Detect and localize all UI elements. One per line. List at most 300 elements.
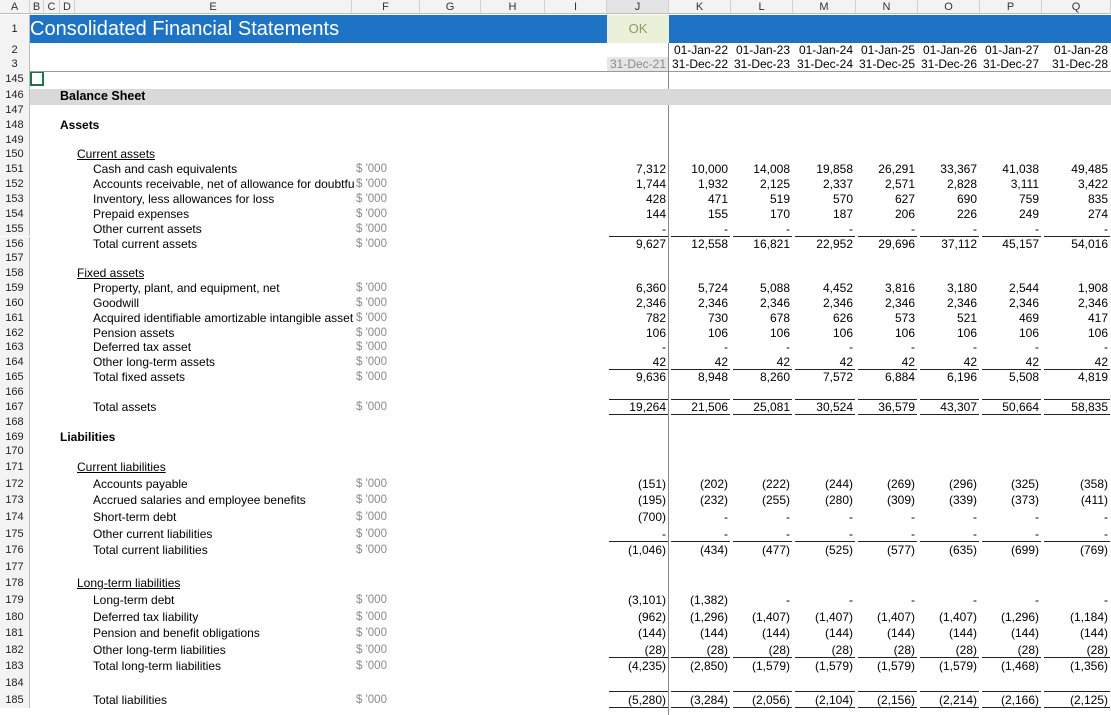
value-cell[interactable]: (434) [699,543,728,558]
value-cell[interactable]: 42 [901,355,915,370]
value-cell[interactable]: 106 [645,325,666,340]
value-cell[interactable]: 249 [1018,206,1039,221]
total-top-border [795,369,855,370]
value-cell[interactable]: 22,952 [816,236,853,251]
value-cell[interactable]: 4,819 [1077,370,1108,385]
value-cell[interactable]: 2,544 [1008,281,1039,296]
value-cell[interactable]: (411) [1080,493,1108,508]
value-cell[interactable]: - [786,593,790,608]
column-header-e[interactable]: E [75,0,352,14]
value-cell[interactable]: (1,579) [814,659,853,674]
value-cell[interactable]: (1,407) [876,609,915,624]
ok-status-badge[interactable]: OK [607,15,669,43]
line-item-label[interactable]: Total fixed assets [93,370,186,385]
value-cell[interactable]: (1,579) [876,659,915,674]
value-cell[interactable]: (339) [948,493,977,508]
value-cell[interactable]: 42 [776,355,790,370]
value-cell[interactable]: (28) [1086,642,1108,657]
value-cell[interactable]: 6,196 [946,370,977,385]
row-header[interactable]: 157 [0,251,30,266]
value-cell[interactable]: 2,346 [1077,295,1108,310]
value-cell[interactable]: 417 [1087,310,1108,325]
column-header-n[interactable]: N [856,0,918,14]
row-header[interactable]: 147 [0,103,30,118]
value-cell[interactable]: - [1035,593,1039,608]
sheet-title: Consolidated Financial Statements [30,18,340,40]
value-cell[interactable]: 4,452 [822,281,853,296]
value-cell[interactable]: (280) [824,493,853,508]
value-cell[interactable]: 2,125 [759,177,790,192]
value-cell[interactable]: 690 [956,191,977,206]
value-cell[interactable]: 2,346 [946,295,977,310]
value-cell[interactable]: - [911,340,915,355]
value-cell[interactable]: 5,508 [1008,370,1039,385]
value-cell[interactable]: (202) [699,476,728,491]
value-cell[interactable]: - [1104,221,1108,236]
value-cell[interactable]: - [911,221,915,236]
value-cell[interactable]: 226 [956,206,977,221]
value-cell[interactable]: 471 [707,191,728,206]
value-cell[interactable]: (1,184) [1069,609,1108,624]
value-cell[interactable]: (3,284) [689,692,728,707]
value-cell[interactable]: (699) [1010,543,1039,558]
line-item-label[interactable]: Pension assets [93,325,175,340]
value-cell[interactable]: (144) [637,626,666,641]
row-header[interactable]: 178 [0,575,30,592]
row-header[interactable]: 153 [0,192,30,207]
value-cell[interactable]: (309) [886,493,915,508]
selected-cell[interactable] [30,71,44,86]
value-cell[interactable]: 521 [956,310,977,325]
subgroup-heading: Long-term liabilities [77,576,181,591]
column-header-k[interactable]: K [669,0,731,14]
value-cell[interactable]: (1,468) [1000,659,1039,674]
row-header[interactable]: 161 [0,311,30,326]
row-header[interactable]: 165 [0,370,30,385]
value-cell[interactable]: (255) [761,493,790,508]
line-item-label[interactable]: Total liabilities [93,692,168,707]
value-cell[interactable]: - [973,510,977,525]
column-header-m[interactable]: M [793,0,856,14]
line-item-label[interactable]: Deferred tax asset [93,340,192,355]
value-cell[interactable]: 573 [894,310,915,325]
column-header-l[interactable]: L [731,0,793,14]
row-header[interactable]: 159 [0,281,30,296]
value-cell[interactable]: (1,407) [938,609,977,624]
value-cell[interactable]: - [1104,510,1108,525]
value-cell[interactable]: - [849,593,853,608]
value-cell[interactable]: 106 [832,325,853,340]
value-cell[interactable]: - [1035,221,1039,236]
value-cell[interactable]: (373) [1010,493,1039,508]
value-cell[interactable]: 5,088 [759,281,790,296]
row-header[interactable]: 168 [0,415,30,430]
row-header[interactable]: 151 [0,162,30,177]
value-cell[interactable]: (325) [1010,476,1039,491]
row-header[interactable]: 173 [0,492,30,509]
value-cell[interactable]: - [662,340,666,355]
row-header[interactable]: 163 [0,340,30,355]
value-cell[interactable]: (1,296) [1000,609,1039,624]
value-cell[interactable]: - [786,221,790,236]
value-cell[interactable]: 3,111 [1010,177,1039,192]
value-cell[interactable]: 37,112 [941,236,977,251]
value-cell[interactable]: (2,156) [876,692,915,707]
row-header[interactable]: 148 [0,118,30,133]
row-header[interactable]: 180 [0,609,30,626]
row-header[interactable]: 167 [0,400,30,415]
value-cell[interactable]: 2,346 [635,295,666,310]
row-header[interactable]: 185 [0,692,30,709]
value-cell[interactable]: 41,038 [1002,162,1039,177]
value-cell[interactable]: 42 [1025,355,1039,370]
value-cell[interactable]: (2,056) [751,692,790,707]
value-cell[interactable]: - [662,221,666,236]
value-cell[interactable]: (269) [886,476,915,491]
value-cell[interactable]: (28) [831,642,853,657]
column-header-f[interactable]: F [352,0,420,14]
value-cell[interactable]: (1,579) [938,659,977,674]
value-cell[interactable]: - [724,221,728,236]
value-cell[interactable]: 106 [1018,325,1039,340]
value-cell[interactable]: 12,558 [691,236,728,251]
column-header-b[interactable]: B [30,0,44,14]
row-header[interactable]: 1 [0,15,30,43]
value-cell[interactable]: (700) [637,510,666,525]
value-cell[interactable]: 730 [707,310,728,325]
value-cell[interactable]: 7,312 [635,162,666,177]
value-cell[interactable]: 16,821 [753,236,790,251]
value-cell[interactable]: 6,884 [884,370,915,385]
value-cell[interactable]: 1,744 [635,177,666,192]
value-cell[interactable]: 187 [832,206,853,221]
line-item-label[interactable]: Long-term debt [93,593,175,608]
value-cell[interactable]: 2,346 [822,295,853,310]
value-cell[interactable]: (244) [824,476,853,491]
value-cell[interactable]: 49,485 [1071,162,1108,177]
value-cell[interactable]: 2,346 [697,295,728,310]
value-cell[interactable]: - [786,340,790,355]
value-cell[interactable]: (2,850) [689,659,728,674]
column-header-a[interactable]: A [0,0,30,14]
column-header-h[interactable]: H [481,0,545,14]
value-cell[interactable]: 570 [832,191,853,206]
value-cell[interactable]: - [662,526,666,541]
value-cell[interactable]: 14,008 [753,162,790,177]
row-header[interactable]: 146 [0,88,30,103]
value-cell[interactable]: (144) [886,626,915,641]
value-cell[interactable]: 2,346 [1008,295,1039,310]
value-cell[interactable]: (144) [1010,626,1039,641]
row-header[interactable]: 183 [0,658,30,675]
row-header[interactable]: 174 [0,509,30,526]
value-cell[interactable]: 106 [956,325,977,340]
value-cell[interactable]: 759 [1018,191,1039,206]
line-item-label[interactable]: Accounts receivable, net of allowance for doubtfu [93,177,355,192]
value-cell[interactable]: (28) [955,642,977,657]
value-cell[interactable]: (1,356) [1069,659,1108,674]
value-cell[interactable]: 2,571 [884,177,915,192]
value-cell[interactable]: 58,835 [1071,399,1108,414]
line-item-label[interactable]: Prepaid expenses [93,206,190,221]
column-header-p[interactable]: P [980,0,1042,14]
line-item-label[interactable]: Acquired identifiable amortizable intangible asset [93,310,354,325]
line-item-label[interactable]: Total current assets [93,236,198,251]
value-cell[interactable]: 106 [1087,325,1108,340]
value-cell[interactable]: 2,828 [946,177,977,192]
value-cell[interactable]: 626 [832,310,853,325]
value-cell[interactable]: (2,166) [1000,692,1039,707]
row-header[interactable]: 145 [0,71,30,88]
value-cell[interactable]: (962) [637,609,666,624]
value-cell[interactable]: 274 [1087,206,1108,221]
line-item-label[interactable]: Short-term debt [93,510,177,525]
value-cell[interactable]: (1,407) [814,609,853,624]
value-cell[interactable]: - [973,526,977,541]
value-cell[interactable]: 2,346 [759,295,790,310]
value-cell[interactable]: (28) [768,642,790,657]
line-item-label[interactable]: Deferred tax liability [93,609,199,624]
value-cell[interactable]: 9,636 [635,370,666,385]
row-header[interactable]: 176 [0,542,30,559]
value-cell[interactable]: 42 [714,355,728,370]
total-top-border [1044,541,1110,542]
value-cell[interactable]: - [911,593,915,608]
value-cell[interactable]: 19,858 [816,162,853,177]
value-cell[interactable]: (769) [1079,543,1108,558]
row-header[interactable]: 182 [0,642,30,659]
line-item-label[interactable]: Other long-term liabilities [93,642,226,657]
value-cell[interactable]: (28) [644,642,666,657]
value-cell[interactable]: - [849,510,853,525]
value-cell[interactable]: - [1104,340,1108,355]
total-top-border [609,541,668,542]
value-cell[interactable]: 26,291 [878,162,915,177]
period-end-date: 31-Dec-22 [671,57,728,71]
row-header[interactable]: 170 [0,444,30,459]
line-item-label[interactable]: Accounts payable [93,476,188,491]
row-header[interactable]: 154 [0,207,30,222]
column-header-j[interactable]: J [607,0,669,14]
value-cell[interactable]: (28) [706,642,728,657]
value-cell[interactable]: 8,260 [759,370,790,385]
value-cell[interactable]: (151) [637,476,666,491]
value-cell[interactable]: 10,000 [691,162,728,177]
row-header[interactable]: 150 [0,147,30,162]
line-item-label[interactable]: Total assets [93,399,157,414]
line-item-label[interactable]: Inventory, less allowances for loss [93,191,275,206]
value-cell[interactable]: 3,422 [1077,177,1108,192]
value-cell[interactable]: 206 [894,206,915,221]
row-header[interactable]: 164 [0,355,30,370]
value-cell[interactable]: 50,664 [1002,399,1039,414]
value-cell[interactable]: 36,579 [878,399,915,414]
value-cell[interactable]: (635) [948,543,977,558]
value-cell[interactable]: (577) [886,543,915,558]
value-cell[interactable]: - [1104,593,1108,608]
value-cell[interactable]: - [1104,526,1108,541]
row-header[interactable]: 3 [0,57,30,71]
value-cell[interactable]: 782 [645,310,666,325]
value-cell[interactable]: 43,307 [940,399,977,414]
row-header[interactable]: 158 [0,266,30,281]
value-cell[interactable]: (477) [761,543,790,558]
value-cell[interactable]: 835 [1087,191,1108,206]
value-cell[interactable]: (2,104) [814,692,853,707]
value-cell[interactable]: (358) [1079,476,1108,491]
value-cell[interactable]: 144 [645,206,666,221]
row-header[interactable]: 177 [0,559,30,576]
value-cell[interactable]: (144) [1079,626,1108,641]
row-header[interactable]: 2 [0,43,30,57]
value-cell[interactable]: (195) [637,493,666,508]
row-header[interactable]: 155 [0,222,30,237]
line-item-label[interactable]: Other current assets [93,221,202,236]
value-cell[interactable]: - [1035,510,1039,525]
unit-label: $ '000 [356,237,387,250]
row-header[interactable]: 166 [0,385,30,400]
value-cell[interactable]: - [786,510,790,525]
row-header[interactable]: 172 [0,476,30,493]
value-cell[interactable]: 170 [769,206,790,221]
value-cell[interactable]: - [849,221,853,236]
row-header[interactable]: 175 [0,526,30,543]
value-cell[interactable]: 5,724 [697,281,728,296]
column-header-g[interactable]: G [420,0,481,14]
value-cell[interactable]: (4,235) [627,659,666,674]
value-cell[interactable]: 30,524 [816,399,853,414]
value-cell[interactable]: 106 [769,325,790,340]
value-cell[interactable]: 6,360 [635,281,666,296]
line-item-label[interactable]: Goodwill [93,295,140,310]
value-cell[interactable]: 3,180 [946,281,977,296]
row-header[interactable]: 169 [0,430,30,445]
value-cell[interactable]: (2,214) [938,692,977,707]
value-cell[interactable]: 2,346 [884,295,915,310]
value-cell[interactable]: (1,407) [751,609,790,624]
value-cell[interactable]: 678 [769,310,790,325]
value-cell[interactable]: (28) [893,642,915,657]
line-item-label[interactable]: Other long-term assets [93,355,216,370]
value-cell[interactable]: 3,816 [884,281,915,296]
value-cell[interactable]: 106 [894,325,915,340]
line-item-label[interactable]: Other current liabilities [93,526,213,541]
value-cell[interactable]: - [724,340,728,355]
value-cell[interactable]: 106 [707,325,728,340]
row-header[interactable]: 156 [0,237,30,252]
value-cell[interactable]: (2,125) [1069,692,1108,707]
line-item-label[interactable]: Accrued salaries and employee benefits [93,493,306,508]
value-cell[interactable]: - [1035,526,1039,541]
row-header[interactable]: 171 [0,459,30,476]
value-cell[interactable]: 1,932 [697,177,728,192]
value-cell[interactable]: (5,280) [627,692,666,707]
row-header[interactable]: 149 [0,133,30,148]
period-start-date: 01-Jan-25 [860,43,915,57]
value-cell[interactable]: - [724,526,728,541]
value-cell[interactable]: 29,696 [878,236,915,251]
value-cell[interactable]: - [911,526,915,541]
value-cell[interactable]: (3,101) [627,593,666,608]
value-cell[interactable]: 627 [894,191,915,206]
line-item-label[interactable]: Total long-term liabilities [93,659,222,674]
value-cell[interactable]: 2,337 [822,177,853,192]
value-cell[interactable]: (525) [824,543,853,558]
row-header[interactable]: 160 [0,296,30,311]
line-item-label[interactable]: Property, plant, and equipment, net [93,281,280,296]
value-cell[interactable]: - [1035,340,1039,355]
value-cell[interactable]: (144) [824,626,853,641]
value-cell[interactable]: (28) [1017,642,1039,657]
line-item-label[interactable]: Pension and benefit obligations [93,626,260,641]
value-cell[interactable]: (1,296) [689,609,728,624]
value-cell[interactable]: 7,572 [822,370,853,385]
value-cell[interactable]: (1,382) [689,593,728,608]
value-cell[interactable]: (1,046) [627,543,666,558]
value-cell[interactable]: 21,506 [691,399,728,414]
line-item-label[interactable]: Cash and cash equivalents [93,162,238,177]
row-header[interactable]: 152 [0,177,30,192]
value-cell[interactable]: (232) [699,493,728,508]
value-cell[interactable]: - [724,510,728,525]
value-cell[interactable]: - [973,221,977,236]
value-cell[interactable]: - [973,340,977,355]
value-cell[interactable]: - [973,593,977,608]
unit-label: $ '000 [356,296,387,309]
value-cell[interactable]: 33,367 [940,162,977,177]
value-cell[interactable]: 42 [1094,355,1108,370]
value-cell[interactable]: - [849,526,853,541]
value-cell[interactable]: 25,081 [753,399,790,414]
value-cell[interactable]: 428 [645,191,666,206]
value-cell[interactable]: (1,579) [751,659,790,674]
value-cell[interactable]: 469 [1018,310,1039,325]
total-top-border [733,369,792,370]
value-cell[interactable]: (144) [948,626,977,641]
value-cell[interactable]: 519 [769,191,790,206]
row-header[interactable]: 181 [0,625,30,642]
line-item-label[interactable]: Total current liabilities [93,543,208,558]
value-cell[interactable]: (144) [761,626,790,641]
value-cell[interactable]: 155 [707,206,728,221]
value-cell[interactable]: (222) [761,476,790,491]
value-cell[interactable]: (296) [948,476,977,491]
value-cell[interactable]: (144) [699,626,728,641]
column-header-o[interactable]: O [918,0,980,14]
value-cell[interactable]: - [911,510,915,525]
value-cell[interactable]: 19,264 [629,399,666,414]
value-cell[interactable]: 1,908 [1077,281,1108,296]
value-cell[interactable]: 45,157 [1002,236,1039,251]
column-header-d[interactable]: D [60,0,75,14]
value-cell[interactable]: 54,016 [1071,236,1108,251]
value-cell[interactable]: - [786,526,790,541]
value-cell[interactable]: - [849,340,853,355]
total-top-border [920,369,979,370]
column-header-c[interactable]: C [44,0,60,14]
row-header[interactable]: 179 [0,592,30,609]
value-cell[interactable]: 8,948 [697,370,728,385]
row-header[interactable]: 162 [0,326,30,341]
column-header-i[interactable]: I [545,0,607,14]
value-cell[interactable]: 42 [652,355,666,370]
row-header[interactable]: 184 [0,675,30,692]
total-top-border [858,657,917,658]
column-header-q[interactable]: Q [1042,0,1111,14]
value-cell[interactable]: 42 [839,355,853,370]
value-cell[interactable]: 9,627 [635,236,666,251]
value-cell[interactable]: 42 [963,355,977,370]
